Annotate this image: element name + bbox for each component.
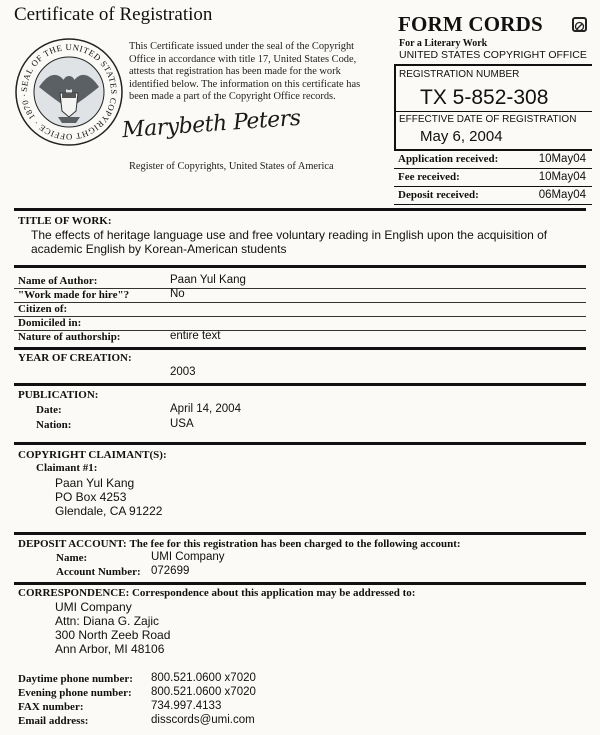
deposit-account-number-label: Account Number:	[56, 566, 141, 578]
deposit-account-header	[18, 538, 461, 550]
author-name-label: Name of Author:	[18, 275, 98, 287]
year-of-creation: 2003	[170, 366, 196, 378]
daytime-phone: 800.521.0600 x7020	[151, 672, 256, 684]
publication-nation-label: Nation:	[36, 419, 72, 431]
claimant-number-label: Claimant #1:	[36, 462, 98, 474]
received-dates	[394, 149, 592, 205]
deposit-received-label: Deposit received:	[398, 189, 479, 201]
correspondence-company: UMI Company	[55, 600, 132, 614]
copyright-office-seal	[14, 37, 124, 147]
deposit-account-number: 072699	[151, 565, 190, 577]
deposit-received-row	[394, 187, 592, 205]
svg-text:SEAL OF THE UNITED STATES COPY: SEAL OF THE UNITED STATES COPYRIGHT OFFICE · 1870 ·	[18, 41, 120, 143]
fax-number: 734.997.4133	[151, 700, 222, 712]
citizen-label: Citizen of:	[18, 303, 68, 315]
form-office: UNITED STATES COPYRIGHT OFFICE	[399, 49, 587, 61]
nature-row	[14, 330, 586, 344]
publication-nation: USA	[170, 418, 194, 430]
correspondence-note: Correspondence about this application may be addressed to:	[131, 587, 416, 599]
deposit-account-note: The fee for this registration has been charged to the following account:	[129, 538, 461, 550]
daytime-phone-label: Daytime phone number:	[18, 673, 133, 685]
year-of-creation-label: YEAR OF CREATION:	[18, 352, 132, 364]
signature: Marybeth Peters	[121, 105, 302, 144]
fax-label: FAX number:	[18, 701, 84, 713]
email-address: disscords@umi.com	[151, 714, 255, 726]
deposit-name-label: Name:	[56, 552, 88, 564]
form-subtitle: For a Literary Work	[399, 38, 488, 49]
certificate-notice: This Certificate issued under the seal of the Copyright Office in accordance with title 17, United States Code, attests that registration has been made for the work identified below. The information on this certificate has been made a part of the Copyright Office records.	[129, 41, 361, 103]
claimant-city: Glendale, CA 91222	[55, 504, 163, 518]
deposit-received-value: 06May04	[538, 189, 586, 201]
correspondence-header	[18, 587, 415, 599]
claimant-name: Paan Yul Kang	[55, 476, 135, 490]
publication-date: April 14, 2004	[170, 403, 241, 415]
email-label: Email address:	[18, 715, 89, 727]
work-for-hire-row	[14, 288, 586, 303]
title-of-work: The effects of heritage language use and free voluntary reading in English upon the acquisition of academic English by Korean-American students	[31, 228, 548, 256]
evening-phone: 800.521.0600 x7020	[151, 686, 256, 698]
claimant-address: PO Box 4253	[55, 490, 127, 504]
evening-phone-label: Evening phone number:	[18, 687, 132, 699]
deposit-account-label: DEPOSIT ACCOUNT:	[18, 538, 127, 550]
publication-label: PUBLICATION:	[18, 389, 99, 401]
fee-received-row	[394, 169, 592, 187]
citizen-row	[14, 302, 586, 317]
correspondence-attn: Attn: Diana G. Zajic	[55, 614, 160, 628]
reg-number-label: REGISTRATION NUMBER	[399, 69, 520, 80]
deposit-name: UMI Company	[151, 551, 225, 563]
application-received-value: 10May04	[538, 153, 586, 165]
correspondence-label: CORRESPONDENCE:	[18, 587, 130, 599]
title-of-work-label: TITLE OF WORK:	[18, 215, 112, 227]
nature-label: Nature of authorship:	[18, 331, 121, 343]
work-for-hire-value: No	[170, 288, 185, 300]
author-name: Paan Yul Kang	[170, 274, 246, 286]
form-name: FORM CORDS	[398, 12, 543, 36]
application-received-row	[394, 151, 592, 169]
reg-number: TX 5-852-308	[420, 86, 549, 109]
fee-received-label: Fee received:	[398, 171, 460, 183]
correspondence-city: Ann Arbor, MI 48106	[55, 642, 165, 656]
fee-received-value: 10May04	[538, 171, 586, 183]
work-for-hire-label: "Work made for hire"?	[18, 289, 130, 301]
nature-value: entire text	[170, 330, 221, 342]
publication-date-label: Date:	[36, 404, 62, 416]
domiciled-label: Domiciled in:	[18, 317, 82, 329]
correspondence-street: 300 North Zeeb Road	[55, 628, 171, 642]
domiciled-row	[14, 316, 586, 331]
register-caption: Register of Copyrights, United States of America	[129, 161, 334, 172]
effective-date-label: EFFECTIVE DATE OF REGISTRATION	[399, 114, 577, 125]
certificate-title: Certificate of Registration	[14, 4, 213, 25]
effective-date: May 6, 2004	[420, 128, 503, 145]
claimant-label: COPYRIGHT CLAIMANT(S):	[18, 449, 167, 461]
form-logo-icon	[572, 17, 587, 32]
author-name-row	[14, 274, 586, 289]
application-received-label: Application received:	[398, 153, 499, 165]
